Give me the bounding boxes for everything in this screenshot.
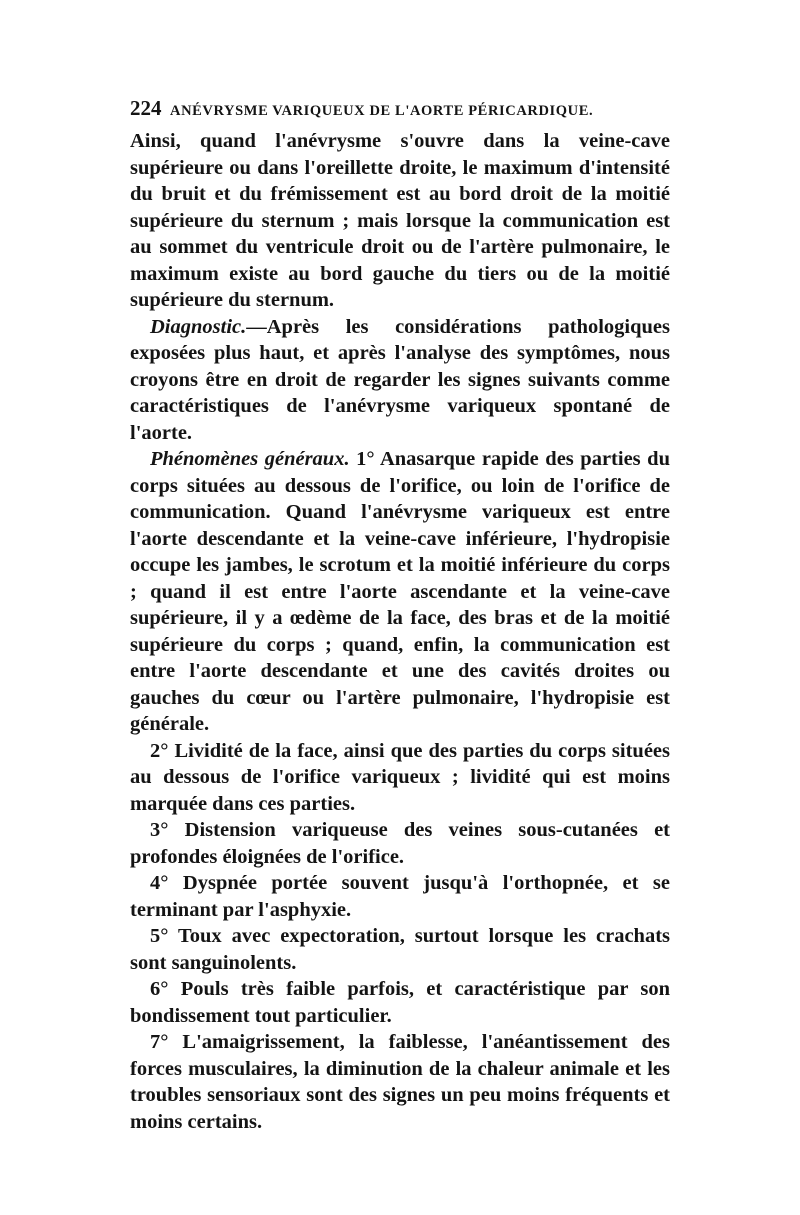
paragraph-text: —Après les considérations pathologiques exposées plus haut, et après l'analyse des symptômes, nous croyons être en droit de regarder les signes suivants comme caractéristiques de l'anévrysme variqueux spontané de l'aorte. (130, 315, 670, 444)
section-heading-diagnostic: Diagnostic. (150, 315, 247, 338)
body-text (130, 128, 670, 1135)
paragraph-phenomenes (130, 446, 670, 738)
page-number: 224 (130, 96, 162, 120)
paragraph-text: 4° Dyspnée portée souvent jusqu'à l'orthopnée, et se terminant par l'asphyxie. (130, 872, 670, 921)
list-item (130, 738, 670, 818)
paragraph-text: 2° Lividité de la face, ainsi que des parties du corps situées au dessous de l'orifice variqueux ; lividité qui est moins marquée dans ces parties. (130, 739, 670, 815)
list-item (130, 817, 670, 870)
paragraph-diagnostic (130, 314, 670, 447)
book-page (130, 88, 670, 1135)
section-heading-phenomenes: Phénomènes généraux. (150, 448, 350, 470)
running-title: ANÉVRYSME VARIQUEUX DE L'AORTE PÉRICARDIQUE. (170, 103, 594, 119)
list-item (130, 976, 670, 1029)
paragraph-text: 7° L'amaigrissement, la faiblesse, l'anéantissement des forces musculaires, la diminution de la chaleur animale et les troubles sensoriaux sont des signes un peu moins fréquents et moins certains. (130, 1031, 670, 1133)
list-item (130, 923, 670, 976)
paragraph-text: Ainsi, quand l'anévrysme s'ouvre dans la veine-cave supérieure ou dans l'oreillette droite, le maximum d'intensité du bruit et du frémissement est au bord droit de la moitié supérieure du sternum ; mais lorsque la communication est au sommet du ventricule droit ou de l'artère pulmonaire, le maximum existe au bord gauche du tiers ou de la moitié supérieure du sternum. (130, 130, 670, 311)
page-header (130, 88, 670, 128)
list-item (130, 1029, 670, 1135)
paragraph (130, 128, 670, 314)
paragraph-text: 1° Anasarque rapide des parties du corps situées au dessous de l'orifice, ou loin de l'orifice de communication. Quand l'anévrysme variqueux est entre l'aorte descendante et la veine-cave inférieure, l'hydropisie occupe les jambes, le scrotum et la moitié inférieure du corps ; quand il est entre l'aorte ascendante et la veine-cave supérieure, il y a œdème de la face, des bras et de la moitié supérieure du corps ; quand, enfin, la communication est entre l'aorte descendante et une des cavités droites ou gauches du cœur ou l'artère pulmonaire, l'hydropisie est générale. (130, 448, 670, 735)
list-item (130, 870, 670, 923)
paragraph-text: 3° Distension variqueuse des veines sous-cutanées et profondes éloignées de l'orifice. (130, 819, 670, 868)
paragraph-text: 5° Toux avec expectoration, surtout lorsque les crachats sont sanguinolents. (130, 925, 670, 974)
paragraph-text: 6° Pouls très faible parfois, et caractéristique par son bondissement tout particulier. (130, 978, 670, 1027)
